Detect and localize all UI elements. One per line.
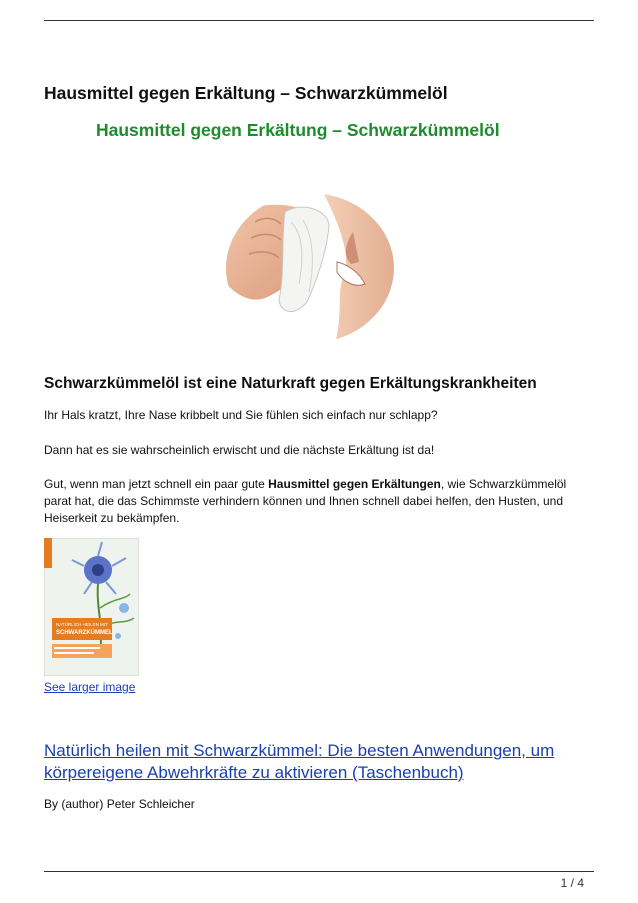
book-title-link[interactable]: Natürlich heilen mit Schwarzkümmel: Die besten Anwendungen, um körpereigene Abwehrkräfte zu aktivieren (Taschenbuch) <box>44 741 555 782</box>
paragraph-3-bold: Hausmittel gegen Erkältungen <box>268 477 441 491</box>
paragraph-3-rest: , wie Schwarzkümmelöl parat hat, die das Schimmste verhindern können und Ihnen schnell dabei helfen, den Husten, und Heiserkeit zu bekämpfen. <box>44 477 567 525</box>
paragraph-3-lead: Gut, wenn man jetzt schnell ein paar gute <box>44 477 269 491</box>
book-cover-title-line-2: SCHWARZKÜMMEL <box>56 630 113 636</box>
page-title: Hausmittel gegen Erkältung – Schwarzkümmelöl <box>44 83 448 103</box>
book-cover-title-line-1: NATÜRLICH HEILEN MIT <box>56 622 108 627</box>
bottom-rule <box>44 871 594 872</box>
author-byline: By (author) Peter Schleicher <box>44 797 195 811</box>
sneezing-person-photo <box>225 192 395 344</box>
top-rule <box>44 20 594 21</box>
section-heading: Schwarzkümmelöl ist eine Naturkraft gegen Erkältungskrankheiten <box>44 375 537 392</box>
paragraph-2: Dann hat es sie wahrscheinlich erwischt und die nächste Erkältung ist da! <box>44 443 435 457</box>
paragraph-1: Ihr Hals kratzt, Ihre Nase kribbelt und Sie fühlen sich einfach nur schlapp? <box>44 408 438 422</box>
paragraph-3 <box>44 476 594 527</box>
page-number: 1 / 4 <box>560 876 584 890</box>
book-cover-image <box>44 538 139 676</box>
see-larger-image-link[interactable]: See larger image <box>44 680 136 694</box>
green-subtitle: Hausmittel gegen Erkältung – Schwarzkümmelöl <box>96 120 500 140</box>
